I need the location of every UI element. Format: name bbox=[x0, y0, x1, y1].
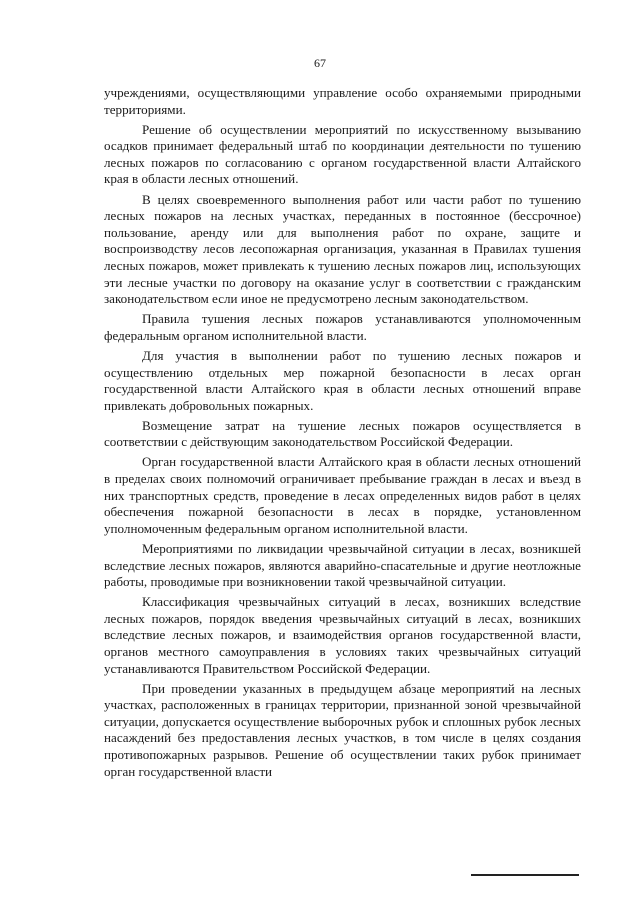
paragraph-emergency-felling: При проведении указанных в предыдущем абзаце мероприятий на лесных участках, расположенных в границах территории, признанной зоной чрезвычайной ситуации, допускается осуществление выборочных рубок и сплошных рубок лесных насаждений без предоставления лесных участков, в том числе в целях создания противопожарных разрывов. Решение об осуществлении таких рубок принимает орган государственной власти bbox=[104, 680, 581, 779]
paragraph-firefighting-rules: Правила тушения лесных пожаров устанавливаются уполномоченным федеральным органом исполнительной власти. bbox=[104, 311, 581, 343]
paragraph-timely-works: В целях своевременного выполнения работ или части работ по тушению лесных пожаров на лесных участках, переданных в постоянное (бессрочное) пользование, аренду или для выполнения работ по охране, защите и воспроизводству лесов лесопожарная организация, указанная в Правилах тушения лесных пожаров, может привлекать к тушению лесных пожаров лиц, использующих эти лесные участки по договору на оказание услуг в соответствии с гражданским законодательством если иное не предусмотрено лесным законодательством. bbox=[104, 191, 581, 307]
paragraph-emergency-classification: Классификация чрезвычайных ситуаций в лесах, возникших вследствие лесных пожаров, порядок введения чрезвычайных ситуаций в лесах, возникших вследствие лесных пожаров, и взаимодействия органов государственной власти, органов местного самоуправления в условиях таких чрезвычайных ситуаций устанавливаются Правительством Российской Федерации. bbox=[104, 594, 581, 676]
page-number: 67 bbox=[314, 56, 326, 70]
footer-rule bbox=[471, 874, 579, 876]
paragraph-access-restriction: Орган государственной власти Алтайского края в области лесных отношений в пределах своих полномочий ограничивает пребывание граждан в лесах и въезд в них транспортных средств, проведение в лесах определенных видов работ в целях обеспечения пожарной безопасности в лесах в порядке, установленном уполномоченным федеральным органом исполнительной власти. bbox=[104, 454, 581, 536]
paragraph-precipitation-decision: Решение об осуществлении мероприятий по искусственному вызыванию осадков принимает федеральный штаб по координации деятельности по тушению лесных пожаров по согласованию с органом государственной власти Алтайского края в области лесных отношений. bbox=[104, 121, 581, 187]
paragraph-cost-reimbursement: Возмещение затрат на тушение лесных пожаров осуществляется в соответствии с действующим законодательством Российской Федерации. bbox=[104, 417, 581, 450]
paragraph-emergency-measures: Мероприятиями по ликвидации чрезвычайной ситуации в лесах, возникшей вследствие лесных пожаров, являются аварийно-спасательные и другие неотложные работы, проводимые при возникновении такой чрезвычайной ситуации. bbox=[104, 540, 581, 590]
document-body bbox=[104, 85, 581, 784]
paragraph-volunteers: Для участия в выполнении работ по тушению лесных пожаров и осуществлению отдельных мер пожарной безопасности в лесах орган государственной власти Алтайского края в области лесных отношений вправе привлекать добровольных пожарных. bbox=[104, 347, 581, 413]
paragraph-continuation: учреждениями, осуществляющими управление особо охраняемыми природными территориями. bbox=[104, 85, 581, 117]
